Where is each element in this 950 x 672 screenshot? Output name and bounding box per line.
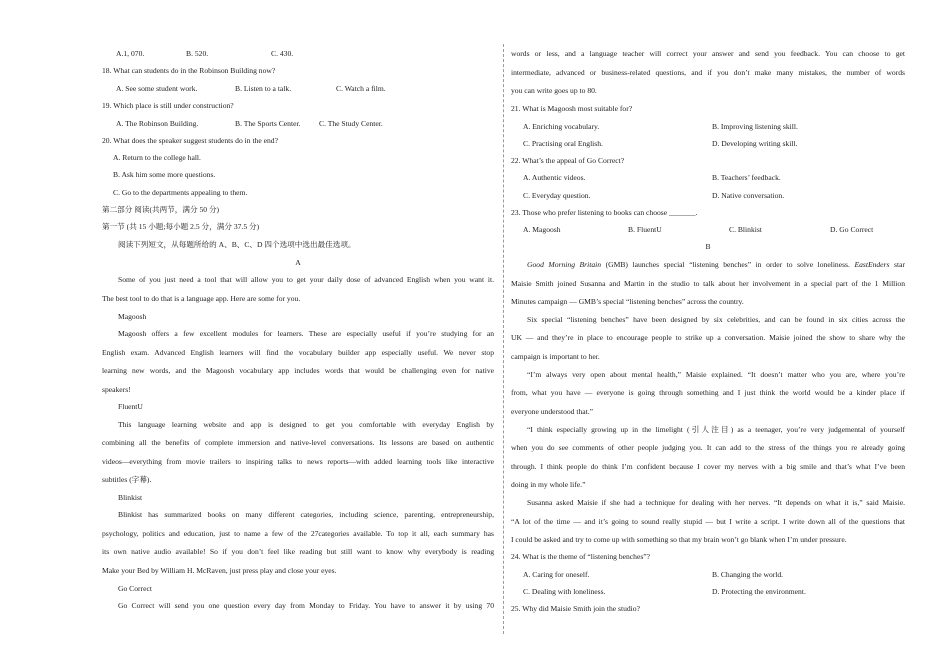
fluentu-line-3: videos—everything from movie trailers to inspiring talks to news reports—with added learning tools like interactive bbox=[102, 457, 494, 466]
q24-option-b: B. Changing the world. bbox=[712, 570, 784, 579]
q25-question: 25. Why did Maisie Smith join the studio? bbox=[511, 604, 640, 613]
column-divider bbox=[503, 44, 504, 634]
q22-option-a: A. Authentic videos. bbox=[523, 173, 586, 182]
gocorrect-title: Go Correct bbox=[118, 584, 152, 593]
q18-option-a: A. See some student work. bbox=[116, 84, 198, 93]
q23-option-c: C. Blinkist bbox=[729, 225, 762, 234]
gocorrect-cont-line-2: intermediate, advanced or business-related questions, and if you don’t make many mistakes, the number of words bbox=[511, 68, 905, 77]
magoosh-line-3: learning new words, and the Magoosh vocabulary app includes words that would be challenging even for native bbox=[102, 366, 494, 375]
q23-option-d: D. Go Correct bbox=[830, 225, 874, 234]
p4-line-2: when you do see comments of other people judging you. It can add to the stress of the things you re already going bbox=[511, 443, 905, 452]
p4-line-4: doing in my whole life.” bbox=[511, 480, 586, 489]
fluentu-line-1: This language learning website and app is designed to get you comfortable with everyday English by bbox=[118, 420, 494, 429]
q20-option-c: C. Go to the departments appealing to them. bbox=[113, 188, 248, 197]
p2-line-3: campaign is important to her. bbox=[511, 352, 600, 361]
magoosh-line-2: English exam. Advanced English learners will find the vocabulary builder app especially useful. We never stop bbox=[102, 348, 494, 357]
p1-line-1 bbox=[527, 260, 905, 270]
q19-question: 19. Which place is still under construction? bbox=[102, 101, 234, 110]
intro-line-2: The best tool to do that is a language app. Here are some for you. bbox=[102, 294, 301, 303]
q22-option-d: D. Native conversation. bbox=[712, 191, 785, 200]
q22-option-c: C. Everyday question. bbox=[523, 191, 591, 200]
q21-option-a: A. Enriching vocabulary. bbox=[523, 122, 600, 131]
eastenders-title: EastEnders bbox=[854, 260, 890, 269]
blinkist-line-2: psychology, politics and education, just to name a few of the 27categories available. To top it all, each summary has bbox=[102, 529, 494, 538]
q21-question: 21. What is Magoosh most suitable for? bbox=[511, 104, 633, 113]
section1-title: 第一节 (共 15 小题;每小题 2.5 分，满分 37.5 分) bbox=[102, 222, 260, 231]
q17-option-b: B. 520. bbox=[186, 49, 209, 58]
gocorrect-line-1: Go Correct will send you one question every day from Monday to Friday. You have to answer it by using 70 bbox=[118, 601, 494, 610]
gmb-title: Good Morning Britain bbox=[527, 260, 602, 269]
magoosh-line-1: Magoosh offers a few excellent modules for learners. These are especially useful if you’re studying for an bbox=[118, 329, 494, 338]
magoosh-title: Magoosh bbox=[118, 312, 147, 321]
gocorrect-cont-line-3: you can write goes up to 80. bbox=[511, 86, 597, 95]
blinkist-title: Blinkist bbox=[118, 493, 143, 502]
q17-option-a: A.1, 070. bbox=[116, 49, 145, 58]
fluentu-line-2: combining all the benefits of complete immersion and native-level conversations. Its lessons are based on authentic bbox=[102, 438, 494, 447]
p5-line-1: Susanna asked Maisie if she had a technique for dealing with her nerves. “It depends on what it is,” said Maisie. bbox=[527, 498, 905, 507]
p3-line-3: everyone understood that.” bbox=[511, 407, 594, 416]
part2-title: 第二部分 阅读(共两节，满分 50 分) bbox=[102, 205, 220, 214]
passage-a-label: A bbox=[295, 258, 301, 267]
q23-option-a: A. Magoosh bbox=[523, 225, 561, 234]
p5-line-2: “A lot of the time — and it’s going to sound really stupid — but I write a script. I write down all of the questions that bbox=[511, 517, 905, 526]
p3-line-1: “I’m always very open about mental health,” Maisie explained. “It doesn’t matter who you are, where you’re bbox=[527, 370, 905, 379]
q21-option-b: B. Improving listening skill. bbox=[712, 122, 798, 131]
q19-option-a: A. The Robinson Building. bbox=[116, 119, 199, 128]
gocorrect-cont-line-1: words or less, and a language teacher will correct your answer and send you feedback. You can choose to get bbox=[511, 49, 905, 58]
fluentu-title: FluentU bbox=[118, 402, 143, 411]
p1-line-1-mid: (GMB) launches special “listening benches” in order to solve loneliness. bbox=[601, 260, 855, 269]
p4-line-3: through. I think people do think I’m confident because I cover my nerves with a big smile and that’s what I’ve been bbox=[511, 462, 905, 471]
q18-option-b: B. Listen to a talk. bbox=[235, 84, 292, 93]
fluentu-line-4: subtitles (字幕). bbox=[102, 475, 152, 484]
blinkist-line-3: its own native audio available! So if you don’t feel like reading but still want to know why everybody is reading bbox=[102, 547, 494, 556]
passage-b-label: B bbox=[705, 242, 711, 251]
q20-question: 20. What does the speaker suggest students do in the end? bbox=[102, 136, 278, 145]
magoosh-line-4: speakers! bbox=[102, 385, 131, 394]
q24-option-d: D. Protecting the environment. bbox=[712, 587, 806, 596]
q22-question: 22. What’s the appeal of Go Correct? bbox=[511, 156, 625, 165]
q23-option-b: B. FluentU bbox=[628, 225, 662, 234]
q24-question: 24. What is the theme of “listening benches”? bbox=[511, 552, 651, 561]
p1-line-1-end: star bbox=[889, 260, 905, 269]
blinkist-line-4: Make your Bed by William H. McRaven, just press play and close your eyes. bbox=[102, 566, 337, 575]
q18-question: 18. What can students do in the Robinson Building now? bbox=[102, 66, 276, 75]
p2-line-2: UK — and they’re in place to encourage people to strike up a conversation. Maisie joined the show to share why the bbox=[511, 333, 905, 342]
q17-option-c: C. 430. bbox=[271, 49, 294, 58]
q23-question: 23. Those who prefer listening to books can choose _______. bbox=[511, 208, 698, 217]
reading-instructions: 阅读下列短文，从每题所给的 A、B、C、D 四个选项中选出最佳选项。 bbox=[118, 240, 356, 249]
q24-option-a: A. Caring for oneself. bbox=[523, 570, 590, 579]
q20-option-b: B. Ask him some more questions. bbox=[113, 170, 216, 179]
p1-line-2: Maisie Smith joined Susanna and Martin in the studio to talk about her involvement in a special part of the 1 Million bbox=[511, 279, 905, 288]
q18-option-c: C. Watch a film. bbox=[336, 84, 386, 93]
q19-option-b: B. The Sports Center. bbox=[235, 119, 301, 128]
q19-option-c: C. The Study Center. bbox=[319, 119, 383, 128]
q21-option-c: C. Practising oral English. bbox=[523, 139, 603, 148]
q21-option-d: D. Developing writing skill. bbox=[712, 139, 798, 148]
p3-line-2: from, what you have — everyone is going through something and I just think the world would be a kinder place if bbox=[511, 388, 905, 397]
q20-option-a: A. Return to the college hall. bbox=[113, 153, 201, 162]
p5-line-3: I could be asked and try to come up with something so that my brain won’t go blank when I’m under pressure. bbox=[511, 535, 847, 544]
p4-line-1: “I think especially growing up in the limelight (引人注目) as a teenager, you’re very judgemental of yourself bbox=[527, 425, 905, 434]
p2-line-1: Six special “listening benches” have been designed by six celebrities, and can be found in six cities across the bbox=[527, 315, 905, 324]
intro-line-1: Some of you just need a tool that will allow you to get your daily dose of advanced English when you want it. bbox=[118, 275, 494, 284]
q22-option-b: B. Teachers’ feedback. bbox=[712, 173, 781, 182]
q24-option-c: C. Dealing with loneliness. bbox=[523, 587, 606, 596]
p1-line-3: Minutes campaign — GMB’s special “listening benches” across the country. bbox=[511, 297, 744, 306]
blinkist-line-1: Blinkist has summarized books on many different categories, including science, parenting, entrepreneurship, bbox=[118, 510, 494, 519]
